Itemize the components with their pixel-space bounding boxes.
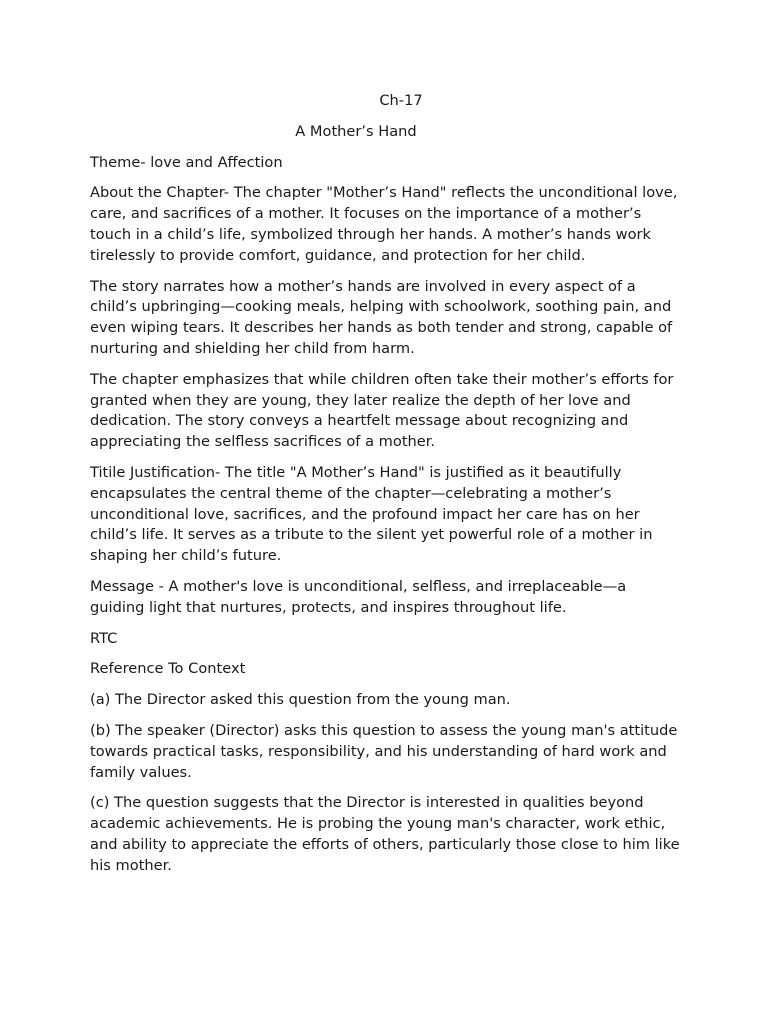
story-narration-paragraph: The story narrates how a mother’s hands are involved in every aspect of a child’s upbringing—cooking meals, helping with schoolwork, soothing pain, and even wiping tears. It describes her hands as both tender and strong, capable of nurturing and shielding her child from harm. xyxy=(90,277,673,357)
chapter-number: Ch-17 xyxy=(379,92,423,109)
chapter-emphasis-paragraph: The chapter emphasizes that while children often take their mother’s efforts for granted when they are young, they later realize the depth of her love and dedication. The story conveys a heartfelt message about recognizing and appreciating the selfless sacrifices of a mother. xyxy=(90,370,674,451)
about-chapter-paragraph: About the Chapter- The chapter "Mother’s Hand" reflects the unconditional love, care, and sacrifices of a mother. It focuses on the importance of a mother’s touch in a child’s life, symbolized through her hands. A mother’s hands work tirelessly to provide comfort, guidance, and protection for her child. xyxy=(90,184,678,264)
reference-to-context-heading: Reference To Context xyxy=(90,660,246,678)
rtc-heading: RTC xyxy=(90,629,118,647)
answer-c-paragraph: (c) The question suggests that the Director is interested in qualities beyond academic achievements. He is probing the young man's character, work ethic, and ability to appreciate the efforts of others, particularly those close to him like his mother. xyxy=(90,794,680,874)
title-justification-paragraph: Titile Justification- The title "A Mother’s Hand" is justified as it beautifully encapsulates the central theme of the chapter—celebrating a mother’s unconditional love, sacrifices, and the profound impact her care has on her child’s life. It serves as a tribute to the silent yet powerful role of a mother in shaping her child’s future. xyxy=(90,463,653,565)
message-paragraph: Message - A mother's love is unconditional, selfless, and irreplaceable—a guiding light that nurtures, protects, and inspires throughout life. xyxy=(90,577,627,616)
chapter-title: A Mother’s Hand xyxy=(295,122,417,140)
theme-paragraph: Theme- love and Affection xyxy=(90,153,283,171)
answer-a-paragraph: (a) The Director asked this question from the young man. xyxy=(90,691,511,709)
document-page xyxy=(90,91,682,887)
answer-b-paragraph: (b) The speaker (Director) asks this question to assess the young man's attitude towards practical tasks, responsibility, and his understanding of hard work and family values. xyxy=(90,721,678,781)
